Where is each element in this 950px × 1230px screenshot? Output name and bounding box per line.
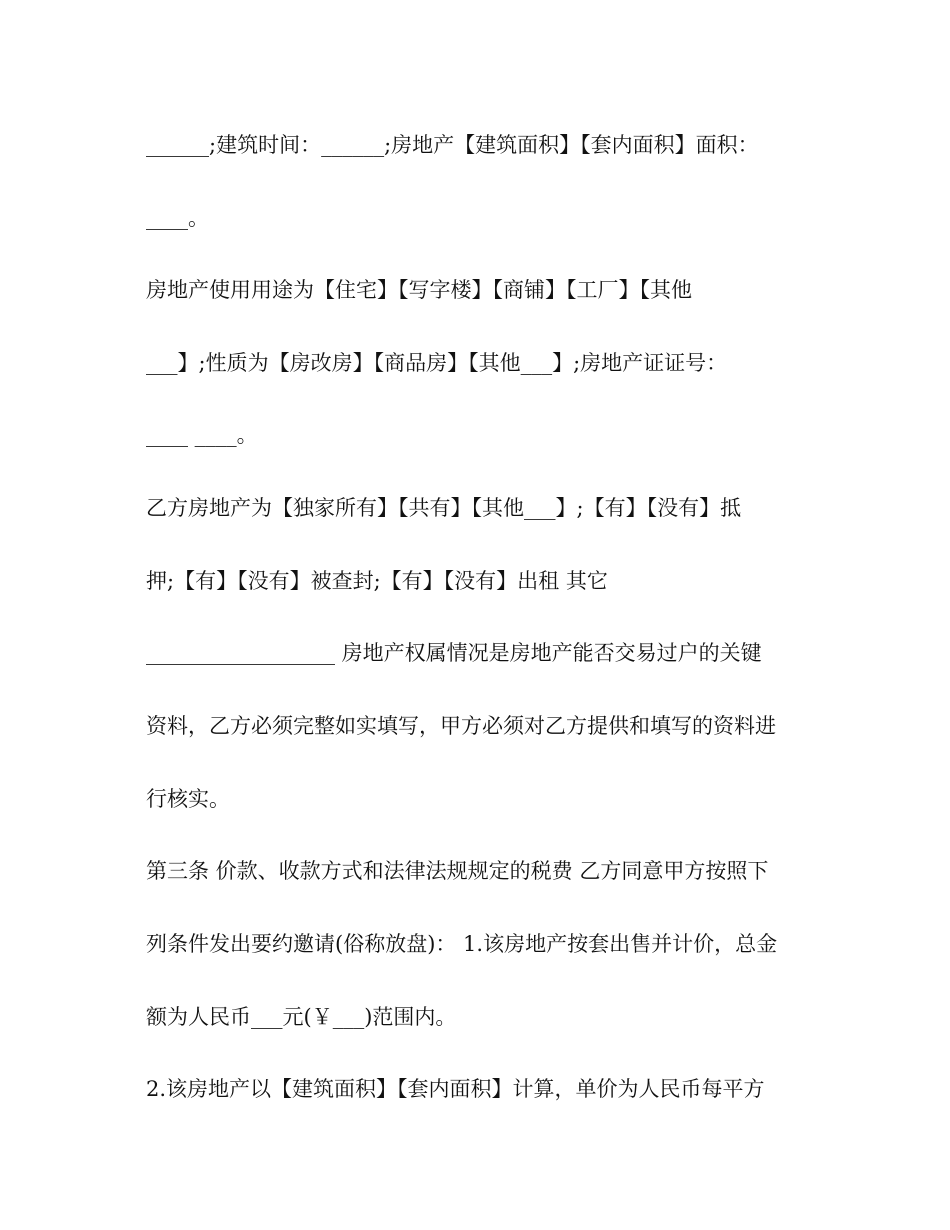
text-line-7: 押;【有】【没有】被查封;【有】【没有】出租 其它 xyxy=(146,569,608,593)
text-line-4: ___】;性质为【房改房】【商品房】【其他___】;房地产证证号： xyxy=(146,351,728,375)
text-line-10: 行核实。 xyxy=(146,787,230,811)
text-line-8: __________________ 房地产权属情况是房地产能否交易过户的关键 xyxy=(146,641,762,665)
text-line-3: 房地产使用用途为【住宅】【写字楼】【商铺】【工厂】【其他 xyxy=(146,278,692,302)
text-line-13: 额为人民币___元(￥___)范围内。 xyxy=(146,1005,457,1029)
text-line-12: 列条件发出要约邀请(俗称放盘)： 1.该房地产按套出售并计价，总金 xyxy=(146,932,778,956)
text-line-9: 资料，乙方必须完整如实填写，甲方必须对乙方提供和填写的资料进 xyxy=(146,714,776,738)
text-line-11: 第三条 价款、收款方式和法律法规规定的税费 乙方同意甲方按照下 xyxy=(146,859,769,883)
text-line-14: 2.该房地产以【建筑面积】【套内面积】计算，单价为人民币每平方 xyxy=(146,1077,765,1101)
text-line-6: 乙方房地产为【独家所有】【共有】【其他___】;【有】【没有】抵 xyxy=(146,496,742,520)
text-line-1: ______;建筑时间：______;房地产【建筑面积】【套内面积】面积： xyxy=(146,133,759,157)
text-line-5: ____ ____。 xyxy=(146,423,258,447)
text-line-2: ____。 xyxy=(146,206,209,230)
